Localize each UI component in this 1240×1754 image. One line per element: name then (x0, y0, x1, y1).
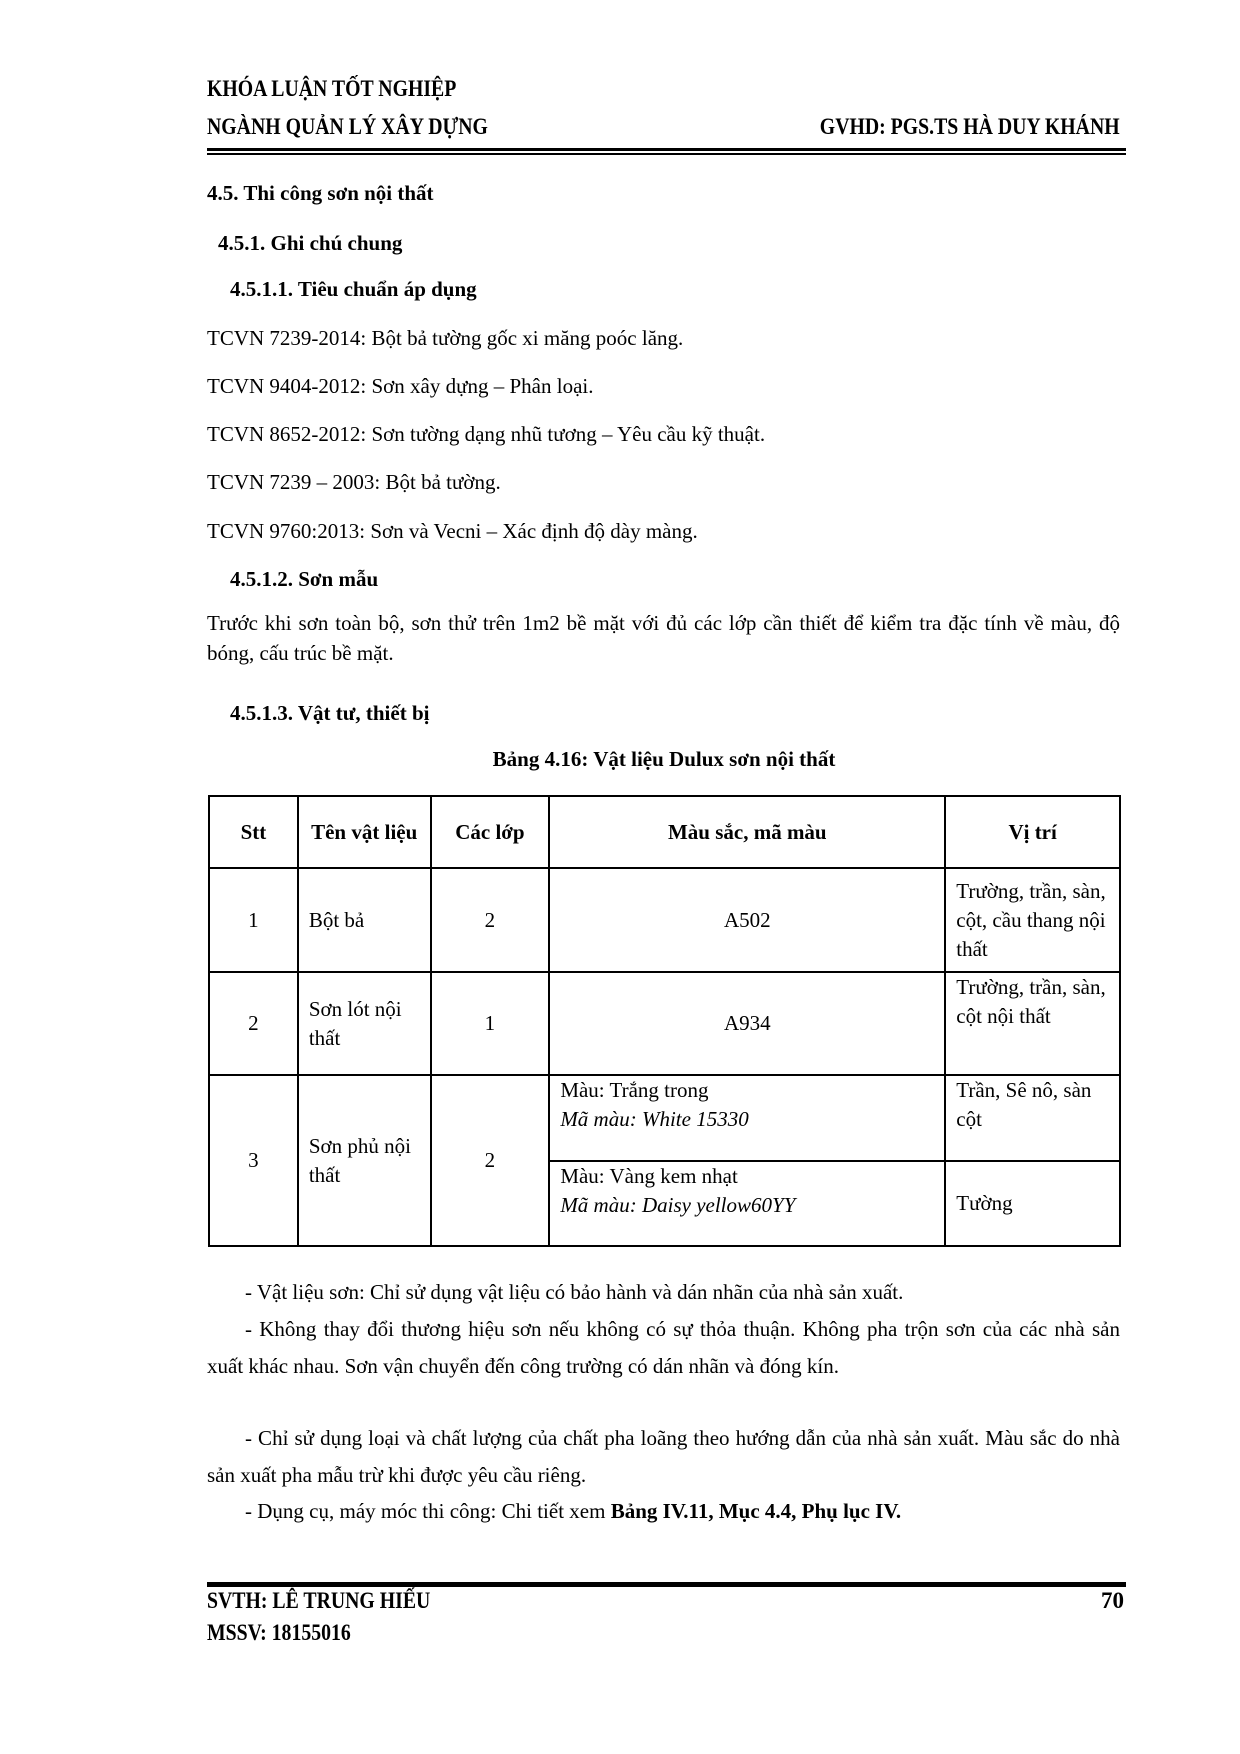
cell-location: Tường (945, 1161, 1120, 1246)
table-header-row (209, 796, 1120, 868)
cell-stt: 3 (209, 1075, 298, 1246)
table-row (209, 1075, 1120, 1161)
note-text: - Chỉ sử dụng loại và chất lượng của chất pha loãng theo hướng dẫn của nhà sản xuất. Màu sắc do nhà sản xuất pha mẫu trừ khi được yêu cầu riêng. (207, 1426, 1120, 1487)
col-header-layers: Các lớp (431, 796, 550, 868)
cell-stt: 1 (209, 868, 298, 972)
cell-layers: 2 (431, 1075, 550, 1246)
heading-4-5-1-2: 4.5.1.2. Sơn mẫu (230, 567, 379, 591)
cell-name: Sơn phủ nội thất (298, 1075, 431, 1246)
header-major: NGÀNH QUẢN LÝ XÂY DỰNG (207, 114, 488, 139)
cell-stt: 2 (209, 972, 298, 1075)
color-code: Mã màu: Daisy yellow60YY (560, 1193, 796, 1217)
header-thesis-title: KHÓA LUẬN TỐT NGHIỆP (207, 76, 457, 101)
note-text: - Không thay đổi thương hiệu sơn nếu không có sự thỏa thuận. Không pha trộn sơn của các nhà sản xuất khác nhau. Sơn vận chuyển đến công trường có dán nhãn và đóng kín. (207, 1317, 1120, 1378)
color-code: Mã màu: White 15330 (560, 1107, 749, 1131)
cell-layers: 1 (431, 972, 550, 1075)
header-rule-thick (207, 148, 1126, 151)
heading-4-5: 4.5. Thi công sơn nội thất (207, 181, 434, 205)
footer-student-id: MSSV: 18155016 (207, 1620, 351, 1645)
color-name: Màu: Trắng trong (560, 1078, 709, 1102)
cell-color (549, 1075, 945, 1161)
standard-item: TCVN 7239-2014: Bột bả tường gốc xi măng poóc lăng. (207, 326, 684, 350)
col-header-stt: Stt (209, 796, 298, 868)
note-text: - Dụng cụ, máy móc thi công: Chi tiết xem (245, 1499, 611, 1523)
table-caption: Bảng 4.16: Vật liệu Dulux sơn nội thất (492, 747, 836, 771)
footer-student: SVTH: LÊ TRUNG HIẾU (207, 1588, 431, 1613)
cell-location: Trường, trần, sàn, cột, cầu thang nội thất (945, 868, 1120, 972)
col-header-location: Vị trí (945, 796, 1120, 868)
table-row (209, 868, 1120, 972)
note-reference: Bảng IV.11, Mục 4.4, Phụ lục IV. (610, 1499, 902, 1523)
sample-paragraph: Trước khi sơn toàn bộ, sơn thử trên 1m2 bề mặt với đủ các lớp cần thiết để kiểm tra đặc tính về màu, độ bóng, cấu trúc bề mặt. (207, 611, 1120, 665)
table-row (209, 972, 1120, 1075)
materials-table (208, 795, 1121, 1247)
color-name: Màu: Vàng kem nhạt (560, 1164, 738, 1188)
heading-4-5-1: 4.5.1. Ghi chú chung (218, 231, 403, 255)
cell-color: A934 (549, 972, 945, 1075)
heading-4-5-1-1: 4.5.1.1. Tiêu chuẩn áp dụng (230, 277, 477, 301)
standard-item: TCVN 9404-2012: Sơn xây dựng – Phân loại. (207, 374, 594, 398)
cell-color: A502 (549, 868, 945, 972)
col-header-name: Tên vật liệu (298, 796, 431, 868)
note-paragraph (207, 1420, 1120, 1493)
cell-color (549, 1161, 945, 1246)
col-header-color: Màu sắc, mã màu (549, 796, 945, 868)
footer-rule (207, 1582, 1126, 1587)
cell-name: Bột bả (298, 868, 431, 972)
header-rule-thin (207, 153, 1126, 155)
heading-4-5-1-3: 4.5.1.3. Vật tư, thiết bị (230, 701, 430, 725)
cell-location: Trần, Sê nô, sàn cột (945, 1075, 1120, 1161)
standard-item: TCVN 8652-2012: Sơn tường dạng nhũ tương – Yêu cầu kỹ thuật. (207, 422, 766, 446)
header-advisor: GVHD: PGS.TS HÀ DUY KHÁNH (820, 114, 1120, 139)
note-paragraph (207, 1274, 1120, 1311)
page-number: 70 (1101, 1588, 1124, 1613)
note-paragraph (207, 1493, 1120, 1530)
cell-name: Sơn lót nội thất (298, 972, 431, 1075)
standard-item: TCVN 9760:2013: Sơn và Vecni – Xác định độ dày màng. (207, 519, 698, 543)
cell-layers: 2 (431, 868, 550, 972)
note-text: - Vật liệu sơn: Chỉ sử dụng vật liệu có bảo hành và dán nhãn của nhà sản xuất. (245, 1280, 904, 1304)
standard-item: TCVN 7239 – 2003: Bột bả tường. (207, 470, 501, 494)
note-paragraph (207, 1311, 1120, 1384)
cell-location: Trường, trần, sàn, cột nội thất (945, 972, 1120, 1075)
